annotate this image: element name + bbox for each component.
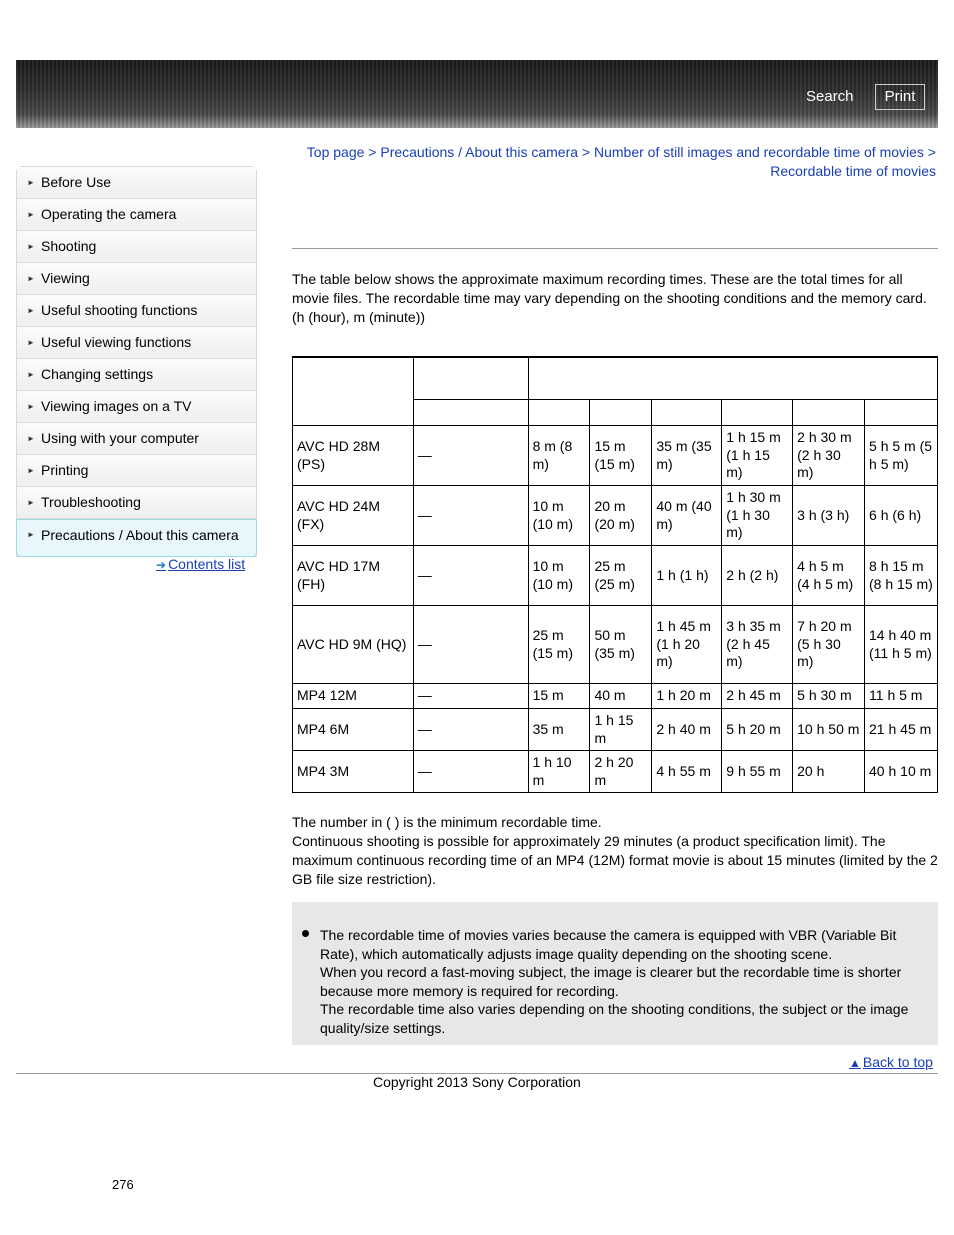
table-cell: 2 h (2 h) [722, 546, 793, 606]
breadcrumb-separator: > [364, 144, 381, 160]
table-cell: 2 h 45 m [722, 684, 793, 709]
table-cell-format: AVC HD 17M (FH) [293, 546, 414, 606]
table-row [293, 546, 938, 606]
sidebar-item-label: Viewing images on a TV [41, 398, 192, 414]
table-cell: 11 h 5 m [865, 684, 938, 709]
back-to-top-link[interactable] [849, 1054, 933, 1070]
sidebar-nav [16, 166, 257, 557]
breadcrumb-top-page[interactable]: Top page [306, 144, 365, 160]
caret-right-icon: ► [27, 338, 35, 347]
table-cell: 1 h (1 h) [652, 546, 722, 606]
caret-right-icon: ► [27, 178, 35, 187]
table-cell-format: MP4 12M [293, 684, 414, 709]
table-cell: 40 m [590, 684, 652, 709]
table-cell: 1 h 10 m [528, 751, 590, 793]
table-cell: — [413, 426, 528, 486]
sidebar-item-label: Useful shooting functions [41, 302, 198, 318]
sidebar-item-label: Printing [41, 462, 89, 478]
back-to-top-label: Back to top [862, 1054, 933, 1070]
sidebar-item-label: Viewing [41, 270, 90, 286]
sidebar-item-label: Troubleshooting [41, 494, 141, 510]
table-cell: 35 m (35 m) [652, 426, 722, 486]
breadcrumb-precautions[interactable]: Precautions / About this camera [380, 144, 579, 160]
caret-right-icon: ► [27, 498, 35, 507]
table-cell: 5 h 20 m [722, 709, 793, 751]
caret-right-icon: ► [27, 434, 35, 443]
search-link[interactable]: Search [806, 88, 854, 105]
hint-text [320, 926, 920, 1038]
table-cell-format: AVC HD 24M (FX) [293, 486, 414, 546]
table-cell: 1 h 30 m (1 h 30 m) [722, 486, 793, 546]
table-cell-format: MP4 3M [293, 751, 414, 793]
caret-right-icon: ► [27, 210, 35, 219]
table-cell: 15 m [528, 684, 590, 709]
table-cell: 4 h 55 m [652, 751, 722, 793]
hint-paragraph: When you record a fast-moving subject, the image is clearer but the recordable time is shorter because more memory is required for recording. [320, 964, 902, 999]
contents-list-label: Contents list [168, 556, 246, 572]
table-cell-format: AVC HD 28M (PS) [293, 426, 414, 486]
sidebar-item-label: Precautions / About this camera [41, 527, 239, 543]
table-cell: — [413, 684, 528, 709]
sidebar-item-viewing-images-on-a-tv[interactable] [17, 391, 256, 423]
table-row [293, 709, 938, 751]
table-cell: 50 m (35 m) [590, 606, 652, 684]
caret-right-icon: ► [27, 242, 35, 251]
title-divider [292, 248, 938, 249]
table-cell: 14 h 40 m (11 h 5 m) [865, 606, 938, 684]
table-cell: 3 h 35 m (2 h 45 m) [722, 606, 793, 684]
table-cell: 2 h 30 m (2 h 30 m) [793, 426, 865, 486]
table-header-cell [413, 400, 528, 426]
table-header-cell [528, 400, 590, 426]
caret-right-icon: ► [27, 402, 35, 411]
sidebar-item-viewing[interactable] [17, 263, 256, 295]
table-cell: 2 h 40 m [652, 709, 722, 751]
triangle-up-icon: ▲ [849, 1056, 861, 1070]
table-cell: 4 h 5 m (4 h 5 m) [793, 546, 865, 606]
table-cell: 15 m (15 m) [590, 426, 652, 486]
intro-text [292, 270, 938, 327]
sidebar-item-label: Before Use [41, 174, 112, 190]
recordable-time-table [292, 356, 938, 793]
hint-paragraph: The recordable time also varies depending on the shooting conditions, the subject or the image quality/size settings. [320, 1001, 909, 1036]
header-banner [16, 60, 938, 128]
table-cell-format: AVC HD 9M (HQ) [293, 606, 414, 684]
intro-units: (h (hour), m (minute)) [292, 309, 426, 325]
table-cell: 21 h 45 m [865, 709, 938, 751]
table-cell: — [413, 486, 528, 546]
sidebar-item-label: Useful viewing functions [41, 334, 192, 350]
sidebar-item-label: Operating the camera [41, 206, 177, 222]
breadcrumb-separator: > [923, 144, 936, 160]
bullet-icon [302, 930, 309, 937]
table-header-cell [722, 400, 793, 426]
breadcrumb-separator: > [578, 144, 594, 160]
table-cell: 8 m (8 m) [528, 426, 590, 486]
breadcrumb-current[interactable]: Recordable time of movies [770, 163, 936, 179]
table-cell: 1 h 45 m (1 h 20 m) [652, 606, 722, 684]
table-cell: 9 h 55 m [722, 751, 793, 793]
table-cell: 25 m (15 m) [528, 606, 590, 684]
hint-paragraph: The recordable time of movies varies because the camera is equipped with VBR (Variable Bit Rate), which automatically adjusts image quality depending on the shooting scene. [320, 927, 897, 962]
table-row [293, 426, 938, 486]
table-cell: 7 h 20 m (5 h 30 m) [793, 606, 865, 684]
sidebar-item-precautions[interactable] [16, 519, 257, 557]
breadcrumb-number-of-still-images[interactable]: Number of still images and recordable time of movies [594, 144, 924, 160]
table-cell: 20 m (20 m) [590, 486, 652, 546]
caret-right-icon: ► [27, 274, 35, 283]
sidebar-item-using-with-your-computer[interactable] [17, 423, 256, 455]
table-cell-format: MP4 6M [293, 709, 414, 751]
copyright: Copyright 2013 Sony Corporation [373, 1074, 581, 1090]
table-cell: — [413, 546, 528, 606]
table-cell: 10 m (10 m) [528, 486, 590, 546]
caret-right-icon: ► [27, 530, 35, 539]
intro-line: The table below shows the approximate maximum recording times. These are the total times for all movie files. The recordable time may vary depending on the shooting conditions and the memory card. [292, 271, 927, 306]
notes-text [292, 813, 940, 889]
table-row [293, 606, 938, 684]
table-header-cell [413, 357, 528, 400]
table-cell: — [413, 709, 528, 751]
hint-box [292, 902, 938, 1045]
sidebar-item-useful-viewing-functions[interactable] [17, 327, 256, 359]
table-header-cell [793, 400, 865, 426]
table-row [293, 751, 938, 793]
print-button[interactable]: Print [875, 84, 925, 110]
sidebar-item-label: Using with your computer [41, 430, 199, 446]
table-cell: 10 h 50 m [793, 709, 865, 751]
contents-list-link[interactable] [156, 556, 245, 572]
table-header-cell [652, 400, 722, 426]
table-header-cell [293, 357, 414, 426]
sidebar-item-label: Changing settings [41, 366, 154, 382]
caret-right-icon: ► [27, 370, 35, 379]
table-cell: 35 m [528, 709, 590, 751]
note-line: Continuous shooting is possible for approximately 29 minutes (a product specification limit). The maximum continuous recording time of an MP4 (12M) format movie is about 15 minutes (limited by the 2 GB file size restriction). [292, 833, 938, 887]
breadcrumb [300, 143, 936, 181]
sidebar-item-shooting[interactable] [17, 231, 256, 263]
sidebar-item-before-use[interactable] [17, 167, 256, 199]
table-header-cell [590, 400, 652, 426]
table-header-cell [528, 357, 937, 400]
table-cell: 6 h (6 h) [865, 486, 938, 546]
table-cell: 5 h 30 m [793, 684, 865, 709]
table-cell: 3 h (3 h) [793, 486, 865, 546]
sidebar-item-label: Shooting [41, 238, 97, 254]
page-number: 276 [112, 1177, 134, 1192]
table-cell: 5 h 5 m (5 h 5 m) [865, 426, 938, 486]
table-cell: 20 h [793, 751, 865, 793]
sidebar-item-printing[interactable] [17, 455, 256, 487]
table-cell: 40 m (40 m) [652, 486, 722, 546]
caret-right-icon: ► [27, 306, 35, 315]
table-cell: 1 h 15 m [590, 709, 652, 751]
sidebar-item-useful-shooting-functions[interactable] [17, 295, 256, 327]
table-cell: 8 h 15 m (8 h 15 m) [865, 546, 938, 606]
sidebar-item-troubleshooting[interactable] [17, 487, 256, 519]
table-header-cell [865, 400, 938, 426]
table-cell: — [413, 751, 528, 793]
table-cell: 1 h 20 m [652, 684, 722, 709]
table-cell: 1 h 15 m (1 h 15 m) [722, 426, 793, 486]
table-row [293, 486, 938, 546]
table-cell: 25 m (25 m) [590, 546, 652, 606]
table-cell: 2 h 20 m [590, 751, 652, 793]
sidebar-item-changing-settings[interactable] [17, 359, 256, 391]
table-cell: 40 h 10 m [865, 751, 938, 793]
note-line: The number in ( ) is the minimum recordable time. [292, 814, 602, 830]
table-cell: 10 m (10 m) [528, 546, 590, 606]
table-cell: — [413, 606, 528, 684]
arrow-right-icon: ➜ [156, 558, 167, 572]
sidebar-item-operating-the-camera[interactable] [17, 199, 256, 231]
caret-right-icon: ► [27, 466, 35, 475]
table-row [293, 684, 938, 709]
